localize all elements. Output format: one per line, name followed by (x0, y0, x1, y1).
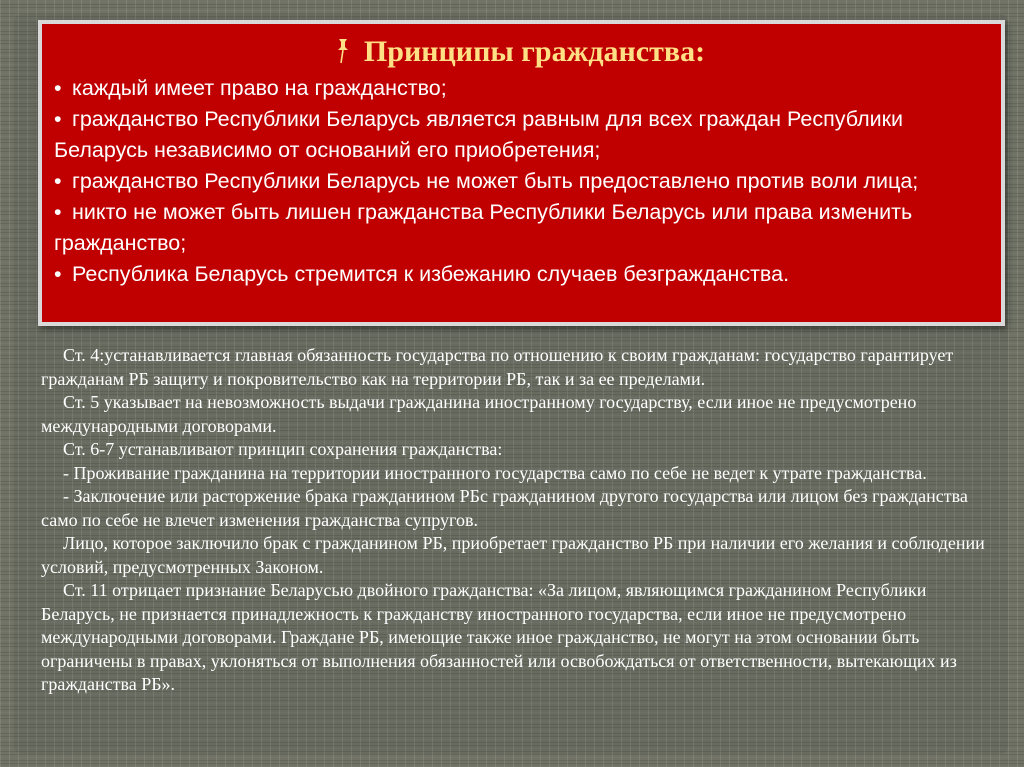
principles-title (54, 32, 987, 72)
article-paragraph: - Заключение или расторжение брака гражданином РБс гражданином другого государства или лицом без гражданства само по себе не влечет изменения гражданства супругов. (41, 486, 968, 530)
list-item (54, 197, 987, 259)
list-item-text: гражданство Республики Беларусь является равным для всех граждан Республики Беларусь независимо от оснований его приобретения; (54, 107, 904, 162)
bullet-icon: • (54, 169, 62, 193)
list-item (54, 259, 987, 290)
list-item-text: гражданство Республики Беларусь не может быть предоставлено против воли лица; (72, 169, 919, 193)
bullet-icon: • (54, 200, 62, 224)
list-item-text: каждый имеет право на гражданство; (72, 76, 447, 100)
article-paragraph: Ст. 4:устанавливается главная обязанность государства по отношению к своим гражданам: государство гарантирует гражданам РБ защиту и покровительство как на территории РБ, так и за ее пределами. (41, 345, 954, 389)
bullet-icon: • (54, 76, 62, 100)
article-paragraph: - Проживание гражданина на территории иностранного государства само по себе не ведет к утрате гражданства. (63, 462, 927, 483)
principles-box (38, 20, 1005, 326)
list-item-text: Республика Беларусь стремится к избежанию случаев безгражданства. (72, 262, 790, 286)
articles-text (41, 344, 1001, 697)
article-paragraph: Лицо, которое заключило брак с гражданином РБ, приобретает гражданство РБ при наличии его желания и соблюдении условий, предусмотренных Законом. (41, 533, 985, 577)
article-paragraph: Ст. 11 отрицает признание Беларусью двойного гражданства: «За лицом, являющимся гражданином Республики Беларусь, не признается принадлежность к гражданству иностранного государства, если иное не предусмотрено международными договорами. Граждане РБ, имеющие также иное гражданство, не могут на этом основании быть ограничены в правах, уклоняться от выполнения обязанностей или освобождаться от ответственности, вытекающих из гражданства РБ». (41, 580, 957, 694)
bullet-icon: • (54, 107, 62, 131)
principles-list (54, 73, 987, 290)
pushpin-icon (336, 38, 350, 64)
list-item (54, 73, 987, 104)
list-item (54, 104, 987, 166)
article-paragraph: Ст. 5 указывает на невозможность выдачи гражданина иностранному государству, если иное не предусмотрено международными договорами. (41, 392, 917, 436)
article-paragraph: Ст. 6-7 устанавливают принцип сохранения гражданства: (63, 439, 503, 459)
bullet-icon: • (54, 262, 62, 286)
principles-title-text: Принципы гражданства: (363, 35, 706, 68)
list-item (54, 166, 987, 197)
list-item-text: никто не может быть лишен гражданства Республики Беларусь или права изменить гражданство; (54, 200, 913, 255)
